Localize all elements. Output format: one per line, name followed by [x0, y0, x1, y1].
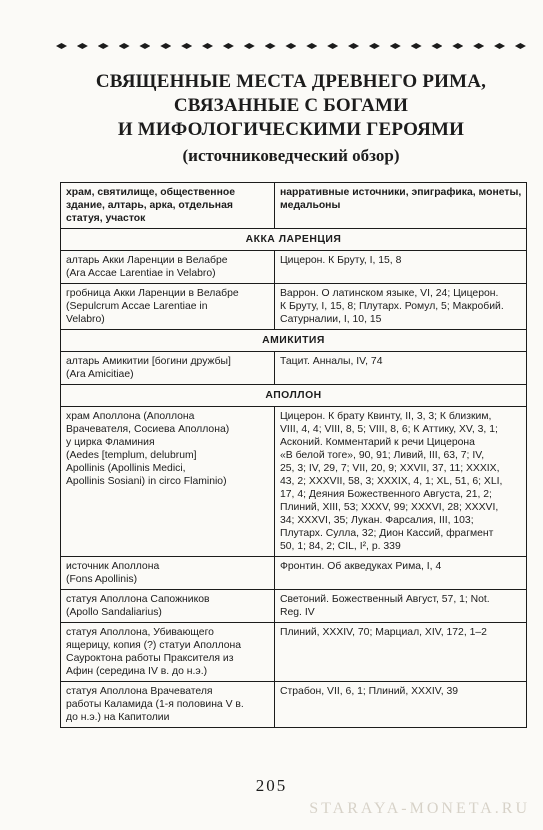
place-cell: источник Аполлона (Fons Apollinis)	[61, 557, 275, 590]
ornament-diamond	[181, 43, 192, 49]
title-line-1: СВЯЩЕННЫЕ МЕСТА ДРЕВНЕГО РИМА,	[95, 71, 487, 92]
table-row	[61, 251, 527, 284]
sources-cell: Цицерон. К брату Квинту, II, 3, 3; К близким, VIII, 4, 4; VIII, 8, 5; VIII, 8, 6; К Аттику, XV, 3, 1; Асконий. Комментарий к речи Цицерона «В белой тоге», 90, 91; Ливий, III, 63, 7; IV, 25, 3; IV, 29, 7; VII, 20, 9; XXVII, 37, 11; XXXIX, 43, 2; XXXVII, 58, 3; XXXIX, 4, 1; XL, 51, 6; XLI, 17, 4; Деяния Божественного Августа, 21, 2; Плиний, XIII, 53; XXXV, 99; XXXVI, 28; XXXVI, 34; XXXVI, 35; Лукан. Фарсалия, III, 103; Плутарх. Сулла, 32; Дион Кассий, фрагмент 50, 1; 84, 2; CIL, I², p. 339	[275, 407, 527, 557]
place-cell: статуя Аполлона, Убивающего ящерицу, копия (?) статуи Аполлона Сауроктона работы Праксителя из Афин (середина IV в. до н.э.)	[61, 623, 275, 682]
table-header-row	[61, 183, 527, 229]
sources-table	[60, 182, 527, 728]
subtitle: (источниковедческий обзор)	[182, 146, 400, 165]
page-number: 205	[255, 776, 288, 795]
ornament-diamond	[265, 43, 276, 49]
place-cell: алтарь Акки Ларенции в Велабре (Ara Accae Larentiae in Velabro)	[61, 251, 275, 284]
section-row	[61, 229, 527, 251]
place-cell: алтарь Амикитии [богини дружбы] (Ara Amicitiae)	[61, 352, 275, 385]
ornament-diamond	[160, 43, 171, 49]
section-row	[61, 385, 527, 407]
ornament-diamond	[411, 43, 422, 49]
sources-cell: Страбон, VII, 6, 1; Плиний, XXXIV, 39	[275, 682, 527, 728]
ornament-diamond	[348, 43, 359, 49]
sources-cell: Фронтин. Об акведуках Рима, I, 4	[275, 557, 527, 590]
sources-cell: Тацит. Анналы, IV, 74	[275, 352, 527, 385]
table-row	[61, 590, 527, 623]
ornament-diamond	[77, 43, 88, 49]
ornament-diamond	[285, 43, 296, 49]
ornament-diamond	[56, 43, 67, 49]
ornament-diamond	[306, 43, 317, 49]
ornament-diamond	[202, 43, 213, 49]
sources-cell: Цицерон. К Бруту, I, 15, 8	[275, 251, 527, 284]
section-row	[61, 330, 527, 352]
ornament-diamond	[119, 43, 130, 49]
ornament-diamond	[390, 43, 401, 49]
section-apollo: АПОЛЛОН	[61, 385, 527, 407]
sources-cell: Плиний, XXXIV, 70; Марциал, XIV, 172, 1–2	[275, 623, 527, 682]
watermark: STARAYA-MONETA.RU	[309, 800, 530, 817]
ornament-diamond	[473, 43, 484, 49]
place-cell: статуя Аполлона Сапожников (Apollo Sandaliarius)	[61, 590, 275, 623]
ornament-diamond	[327, 43, 338, 49]
ornament-diamond	[223, 43, 234, 49]
page-title	[56, 70, 526, 169]
sources-cell: Варрон. О латинском языке, VI, 24; Цицерон. К Бруту, I, 15, 8; Плутарх. Ромул, 5; Макробий. Сатурналии, I, 10, 15	[275, 284, 527, 330]
ornament-diamond	[369, 43, 380, 49]
ornament-diamond	[494, 43, 505, 49]
table-row	[61, 623, 527, 682]
table-row	[61, 352, 527, 385]
table-row	[61, 407, 527, 557]
header-place: храм, святилище, общественное здание, алтарь, арка, отдельная статуя, участок	[61, 183, 275, 229]
ornament-diamond	[431, 43, 442, 49]
ornament-diamond	[452, 43, 463, 49]
table-row	[61, 557, 527, 590]
table-row	[61, 682, 527, 728]
place-cell: храм Аполлона (Аполлона Врачевателя, Сосиева Аполлона) у цирка Фламиния (Aedes [templum, delubrum] Apollinis (Apollinis Medici, Apollinis Sosiani) in circo Flaminio)	[61, 407, 275, 557]
header-sources: нарративные источники, эпиграфика, монеты, медальоны	[275, 183, 527, 229]
place-cell: гробница Акки Ларенции в Велабре (Sepulcrum Accae Larentiae in Velabro)	[61, 284, 275, 330]
table-row	[61, 284, 527, 330]
top-ornament	[56, 40, 526, 52]
section-acca-larentia: АККА ЛАРЕНЦИЯ	[61, 229, 527, 251]
title-line-2: СВЯЗАННЫЕ С БОГАМИ	[173, 95, 409, 116]
ornament-diamond	[98, 43, 109, 49]
ornament-diamond	[244, 43, 255, 49]
title-line-3: И МИФОЛОГИЧЕСКИМИ ГЕРОЯМИ	[117, 119, 465, 140]
sources-cell: Светоний. Божественный Август, 57, 1; Not. Reg. IV	[275, 590, 527, 623]
ornament-diamond	[139, 43, 150, 49]
place-cell: статуя Аполлона Врачевателя работы Каламида (1-я половина V в. до н.э.) на Капитолии	[61, 682, 275, 728]
section-amicitia: АМИКИТИЯ	[61, 330, 527, 352]
ornament-diamond	[515, 43, 526, 49]
